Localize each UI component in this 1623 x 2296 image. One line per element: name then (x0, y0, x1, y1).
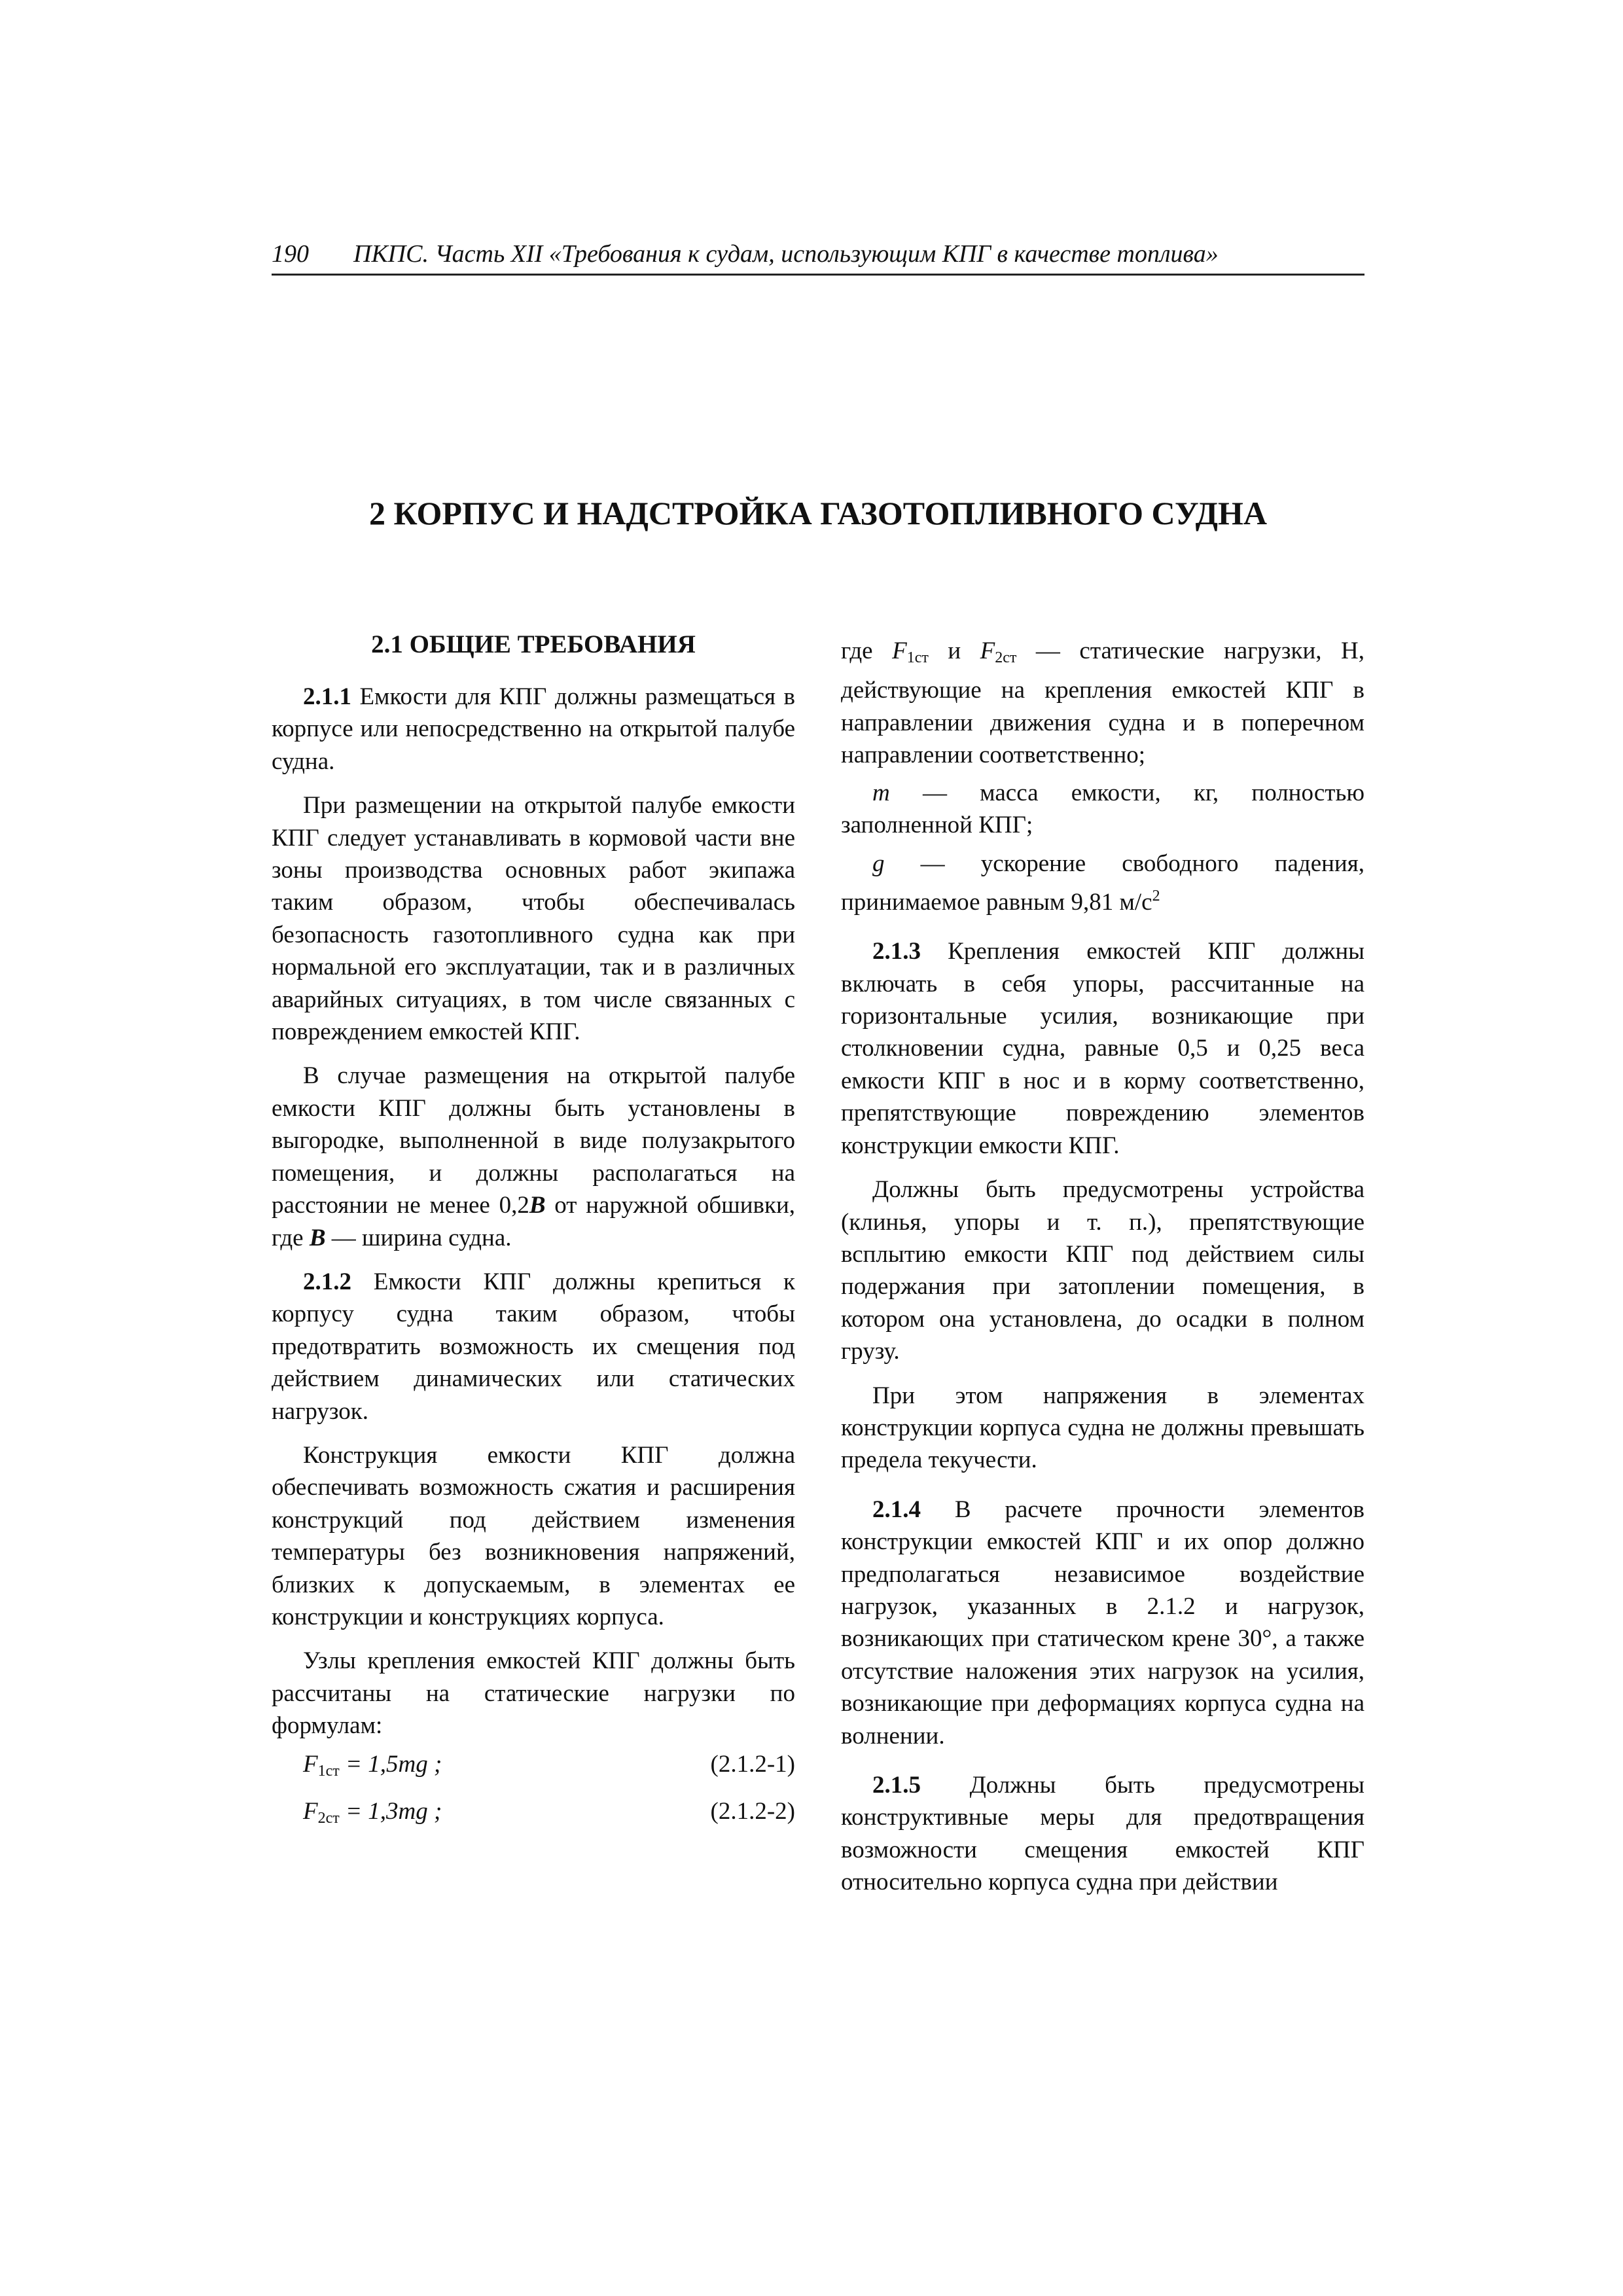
definition-g: g — ускорение свободного падения, принимаемое равным 9,81 $м/с^2$ (841, 850, 1364, 916)
clause-number: 2.1.5 (872, 1772, 921, 1799)
paragraph: При размещении на открытой палубе емкости КПГ следует устанавливать в кормовой части вне зоны производства основных работ экипажа таким образом, чтобы обеспечивалась безопасность газотопливного судна как при нормальной его эксплуатации, так и в различных аварийных ситуациях, в том числе связанных с повреждением емкостей КПГ. (272, 792, 795, 1046)
paragraph-2-1-1: 2.1.1 Емкости для КПГ должны размещаться в корпусе или непосредственно на открытой палубе судна. (272, 683, 795, 775)
paragraph-2-1-2: 2.1.2 Емкости КПГ должны крепиться к корпусу судна таким образом, чтобы предотвратить возможность их смещения под действием динамических или статических нагрузок. (272, 1268, 795, 1425)
paragraph: Узлы крепления емкостей КПГ должны быть рассчитаны на статические нагрузки по формулам: (272, 1647, 795, 1740)
header-title: ПКПС. Часть XII «Требования к судам, использующим КПГ в качестве топлива» (353, 240, 1219, 268)
paragraph: Должны быть предусмотрены устройства (клинья, упоры и т. п.), препятствующие всплытию емкости КПГ под действием силы подержания при затоплении помещения, в котором она установлена, до осадки в полном грузу. (841, 1176, 1364, 1365)
clause-number: 2.1.4 (872, 1496, 921, 1523)
paragraph: Конструкция емкости КПГ должна обеспечивать возможность сжатия и расширения конструкций под действием изменения температуры без возникновения напряжений, близких к допускаемым, в элементах ее конструкции и конструкциях корпуса. (272, 1441, 795, 1630)
paragraph-2-1-4: 2.1.4 В расчете прочности элементов конструкции емкостей КПГ и их опор должно предполагаться независимое воздействие нагрузок, указанных в 2.1.2 и нагрузок, возникающих при статическом крене 30°, а также отсутствие наложения этих нагрузок на усилия, возникающие при деформациях корпуса судна на волнении. (841, 1496, 1364, 1749)
paragraph: При этом напряжения в элементах конструкции корпуса судна не должны превышать предела текучести. (841, 1382, 1364, 1474)
right-column (841, 635, 1364, 1910)
paragraph-2-1-5: 2.1.5 Должны быть предусмотрены конструктивные меры для предотвращения возможности смещения емкостей КПГ относительно корпуса судна при действии (841, 1772, 1364, 1896)
formula-2-1-2-1: $F_{1ст} = 1,5mg$ ; (2.1.2-1) (272, 1748, 795, 1788)
section-title: 2.1 ОБЩИЕ ТРЕБОВАНИЯ (371, 630, 696, 658)
paragraph: В случае размещения на открытой палубе емкости КПГ должны быть установлены в выгородке, выполненной в виде полузакрытого помещения, и должны располагаться на расстоянии не менее 0,2B от наружной обшивки, где B — ширина судна. (272, 1062, 795, 1251)
chapter-title: 2 КОРПУС И НАДСТРОЙКА ГАЗОТОПЛИВНОГО СУДНА (369, 495, 1267, 531)
definition-m: m — масса емкости, кг, полностью заполненной КПГ; (841, 779, 1364, 839)
page-number: 190 (272, 240, 309, 268)
formula-number: (2.1.2-1) (710, 1750, 795, 1778)
clause-number: 2.1.3 (872, 938, 921, 965)
formula-2-1-2-2: $F_{2ст} = 1,3mg$ ; (2.1.2-2) (272, 1795, 795, 1835)
left-column (272, 628, 795, 1842)
paragraph-2-1-3: 2.1.3 Крепления емкостей КПГ должны включать в себя упоры, рассчитанные на горизонтальные усилия, возникающие при столкновении судна, равные 0,5 и 0,25 веса емкости КПГ в нос и в корму соответственно, препятствующие повреждению элементов конструкции емкости КПГ. (841, 938, 1364, 1159)
formula-number: (2.1.2-2) (710, 1797, 795, 1825)
running-header (272, 238, 1364, 276)
clause-number: 2.1.1 (303, 683, 351, 710)
clause-number: 2.1.2 (303, 1268, 351, 1295)
where-clause: где $F_{1ст}$ и $F_{2ст}$ — статические нагрузки, Н, действующие на крепления емкостей КПГ в направлении движения судна и в поперечном направлении соответственно; (841, 637, 1364, 769)
